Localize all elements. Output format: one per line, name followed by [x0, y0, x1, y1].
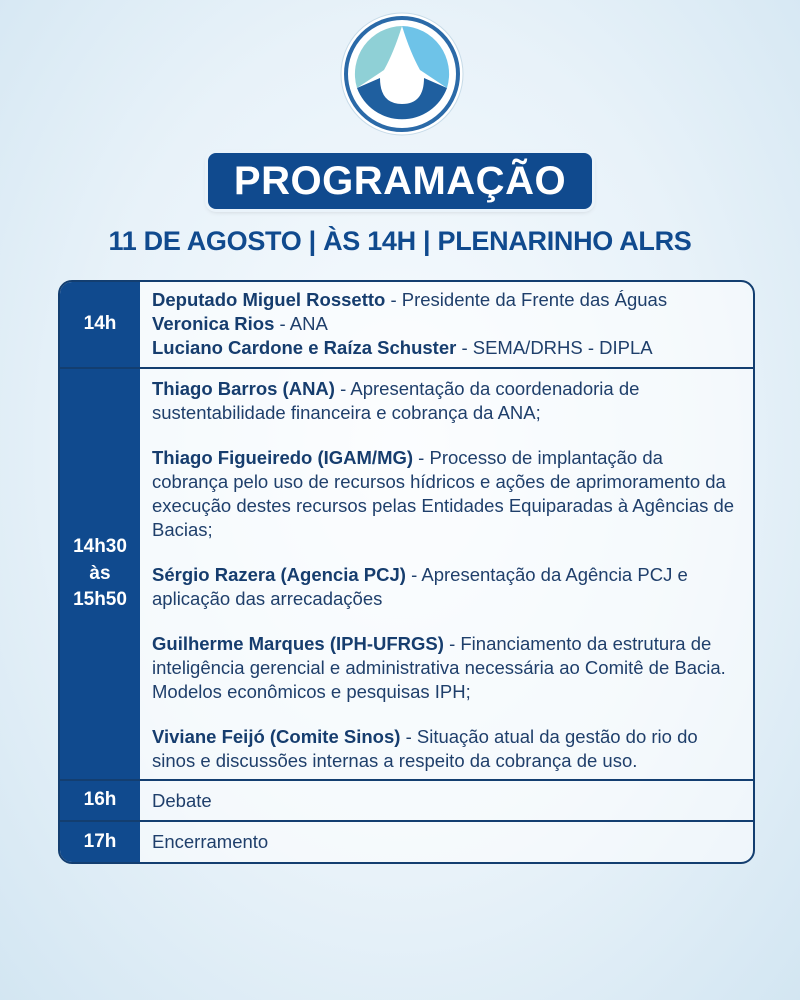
- time-end: 15h50: [73, 589, 127, 611]
- speaker-name: Viviane Feijó (Comite Sinos): [152, 725, 401, 747]
- speaker-role: - SEMA/DRHS - DIPLA: [456, 337, 653, 358]
- time-start: 14h30: [73, 536, 127, 558]
- speaker-name: Veronica Rios: [152, 313, 275, 334]
- content-cell: Encerramento: [152, 831, 269, 853]
- schedule-entry: [152, 563, 743, 611]
- schedule-row: [60, 367, 753, 779]
- time-separator: às: [89, 562, 111, 584]
- schedule-row: [60, 779, 753, 821]
- speaker-role: - Presidente da Frente das Águas: [385, 289, 668, 310]
- speaker-name: Sérgio Razera (Agencia PCJ): [152, 563, 406, 585]
- schedule-entry: [152, 336, 743, 360]
- page-title: PROGRAMAÇÃO: [208, 153, 592, 209]
- content-cell: [140, 282, 753, 367]
- schedule-entry: [152, 377, 743, 425]
- talk-description: - Financiamento da estrutura de inteligência gerencial e administrativa necessária ao Comitê de Bacia. Modelos econômicos e pesquisas IPH;: [152, 632, 726, 702]
- content-cell: Debate: [152, 789, 212, 811]
- content-cell: [140, 369, 753, 779]
- time-cell: 14h: [60, 282, 140, 367]
- speaker-name: Luciano Cardone e Raíza Schuster: [152, 337, 457, 358]
- schedule-table: [58, 280, 755, 864]
- speaker-name: Guilherme Marques (IPH-UFRGS): [152, 632, 444, 654]
- schedule-row: [60, 282, 753, 367]
- talk-description: - Apresentação da Agência PCJ e aplicação das arrecadações: [152, 563, 688, 609]
- water-drop-logo-icon: [340, 12, 464, 136]
- speaker-name: Thiago Figueiredo (IGAM/MG): [152, 446, 414, 468]
- speaker-name: Deputado Miguel Rossetto: [152, 289, 386, 310]
- schedule-row: [60, 820, 753, 862]
- speaker-name: Thiago Barros (ANA): [152, 377, 335, 399]
- time-cell: 16h: [60, 781, 140, 821]
- time-cell: [60, 369, 140, 779]
- schedule-entry: [152, 632, 743, 704]
- time-cell: 17h: [60, 822, 140, 862]
- schedule-entry: [152, 312, 743, 336]
- schedule-entry: [152, 288, 743, 312]
- schedule-entry: [152, 446, 743, 542]
- schedule-entry: [152, 725, 743, 773]
- speaker-role: - ANA: [274, 313, 328, 334]
- talk-description: - Processo de implantação da cobrança pelo uso de recursos hídricos e ações de aprimoramento da execução destes recursos pelas Entidades Equiparadas à Agências de Bacias;: [152, 446, 735, 540]
- talk-description: - Situação atual da gestão do rio do sinos e discussões internas a respeito da cobrança de uso.: [152, 725, 698, 771]
- event-subtitle: 11 DE AGOSTO | ÀS 14H | PLENARINHO ALRS: [108, 226, 692, 256]
- talk-description: - Apresentação da coordenadoria de sustentabilidade financeira e cobrança da ANA;: [152, 377, 640, 423]
